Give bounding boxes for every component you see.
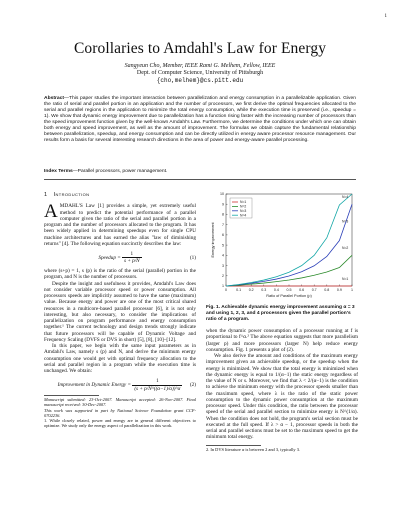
y-tick-label: 1 [222,284,224,289]
eq1-denominator: s + p/N [124,258,140,265]
y-tick-label: 3 [222,263,224,268]
legend-label: N=1 [240,200,247,205]
line-label: N=2 [342,246,349,251]
y-tick-label: 9 [222,202,224,207]
x-tick-label: 0.1 [236,288,242,292]
footnote-rule [44,395,99,396]
footnote-rule-right [206,445,261,446]
x-tick-label: 0.6 [299,288,305,292]
y-axis-label: Energy improvement [211,222,215,258]
abstract [44,96,356,144]
y-tick-label: 5 [222,243,224,248]
author-names: Sangyeun Cho, Member, IEEE Rami G. Melhem, Fellow, IEEE [124,63,276,69]
section-title: Introduction [53,192,90,198]
intro-paragraph-4: In this paper, we begin with the same input parameters as in Amdahl's Law, namely s (p) and N, and derive the minimum energy consumption one would get with optimal frequency allocation to the serial and parallel region in a program while the execution time is unchanged. We obtain: [44,343,196,374]
left-column [44,192,196,428]
legend-label: N=2 [240,204,247,209]
x-tick-label: 0.2 [248,288,254,292]
x-tick-label: 0.4 [273,288,279,292]
abstract-text: —This paper studies the important interaction between parallelization and energy consumption in a parallelizable application. Given the ratio of serial and parallel portion in an application and the number of processors, we first derive the optimal frequencies allocated to the serial and parallel regions in the application to minimize the total energy consumption, while the execution time is preserved (i.e., speedup = 1). We show that dynamic energy improvement due to parallelization has a function rising faster with the increasing number of processors than the speed improvement function given by the well-known Amdahl's Law. Furthermore, we determine the conditions under which one can obtain both energy and speed improvement, as well as the amount of improvement. The formulas we obtain capture the fundamental relationship between parallelization, speedup, and energy consumption and can be directly utilized in energy aware processor resource management. Our results form a basis for several interesting research directions in the area of power and energy-aware parallel processing. [44,96,356,144]
energy-improvement-chart [206,190,358,302]
index-terms-text: —Parallel processors, power management. [72,169,168,174]
author-block [0,63,400,85]
x-tick-label: 1 [351,288,353,292]
x-tick-label: 0 [225,288,227,292]
equation-2 [44,378,196,393]
x-tick-label: 0.7 [311,288,317,292]
y-tick-label: 2 [222,273,224,278]
page-number: 1 [384,14,387,19]
y-tick-label: 8 [222,212,224,217]
footnote-support: This work was supported in part by National Science Foundation grant CCF-0702236. [44,407,196,418]
eq1-tag: (1) [189,255,196,261]
y-tick-label: 10 [220,192,224,197]
x-tick-label: 0.5 [286,288,292,292]
figure-caption: Fig. 1. Achievable dynamic energy improvement assuming α = 3 and using 1, 2, 3, and 4 processors given the parallel portion's ratio of a program. [206,305,355,322]
section-number: 1 [44,192,48,198]
footnote-manuscript: Manuscript submitted: 23-Oct-2007. Manuscript accepted: 26-Nov-2007. Final manuscript received: 30-Dec-2007. [44,397,196,408]
x-tick-label: 0.9 [336,288,342,292]
eq1-fraction [122,251,142,265]
right-paragraph-2: We also derive the amount and conditions of the maximum energy improvement given an achievable speedup, or the speedup when the energy is minimized. We show that the total energy is minimized when the dynamic energy is equal to 1/(α−1) the static energy regardless of the value of N or s. Moreover, we find that λ < 2/(α−1) is the condition to achieve the minimum energy with the processor speeds smaller than the maximum speed, where λ is the ratio of the static power consumption to the dynamic power consumption at the maximum processor speed. Under this condition, the ratio between the processor speed of the serial and parallel section to minimize energy is N^(1/α). When the condition does not hold, the program's serial section must be executed at the full speed. If λ > α − 1, processor speeds in both the serial and parallel sections must be set to the maximum speed to get the minimum total energy. [206,353,358,441]
y-tick-label: 6 [222,233,224,238]
author-affiliation: Dept. of Computer Science, University of Pittsburgh [136,70,264,77]
index-terms [44,169,356,174]
line-label: N=4 [342,195,349,200]
intro-paragraph-1 [44,203,196,247]
intro-first-word: MDAHL'S [59,203,83,210]
abstract-label: Abstract [44,96,65,101]
eq2-denominator: (s + p/N^((α−1)/α))^α [134,385,181,392]
legend-label: N=4 [240,213,247,218]
intro-p1-text: Law [1] provides a simple, yet extremely useful method to predict the potential performance of a parallel computer given the ratio of the serial and parallel portion in a program and the number of processors allocated to the program. It has been widely applied in determining speedups even for single CPU machine architectures and has earned the alias "law of diminishing returns" [4]. The following equation succinctly describes the law: [44,203,196,247]
eq2-lhs: Improvement in Dynamic Energy = [57,382,132,389]
paper-title: Corollaries to Amdahl's Law for Energy [73,40,327,57]
x-tick-label: 0.8 [324,288,330,292]
figure-1 [206,190,358,302]
x-tick-label: 0.3 [261,288,267,292]
index-terms-label: Index Terms [44,169,73,174]
section-heading-introduction [44,192,196,198]
line-label: N=3 [342,219,349,224]
equation-1 [44,251,196,265]
drop-cap: A [44,201,58,223]
intro-paragraph-3: Despite the insight and usefulness it provides, Amdahl's Law does not consider variable processor speed or power consumption. All processors speeds are implicitly assumed to have the same (maximum) value. Because energy and power are one of the most critical shared resources in a multicore-based parallel processor [6], it is not only interesting, but also necessary, to consider the implications of parallelization on program performance and energy consumption together.¹ The current technology and design trends strongly indicate that future processors will be capable of Dynamic Voltage and Frequency Scaling (DVFS or DVS in short) [5], [8], [10]–[12]. [44,280,196,343]
intro-paragraph-2: where (s+p) = 1, s (p) is the ratio of the serial (parallel) portion in the program, and N is the number of processors. [44,268,196,281]
eq2-tag: (2) [189,382,196,389]
right-paragraph-1: when the dynamic power consumption of a processor running at f is proportional to f^α.² The above equation suggests that more parallelism (larger p) and more processors (larger N) help reduce energy consumption. Fig. 1 presents a plot of (2). [206,328,358,353]
y-tick-label: 7 [222,222,224,227]
footnote-2: 2. In DVS literature α is between 2 and 3, typically 3. [206,446,300,452]
line-label: N=1 [342,276,349,281]
eq2-fraction [132,378,182,392]
x-axis-label: Ratio of Parallel Portion (p) [266,294,312,298]
y-tick-label: 4 [222,253,224,258]
footnote-1: 1. While closely related, power and energy are in general different objectives to optimize. We study only the energy aspect of parallelization in this work. [44,418,196,429]
header-divider [44,179,356,180]
eq1-numerator: 1 [122,251,142,258]
author-emails: {cho,melhem}@cs.pitt.edu [156,77,244,85]
eq1-lhs: Speedup = [98,254,121,261]
legend-label: N=3 [240,209,247,213]
eq2-numerator: 1 [132,378,182,385]
right-column [206,328,358,452]
